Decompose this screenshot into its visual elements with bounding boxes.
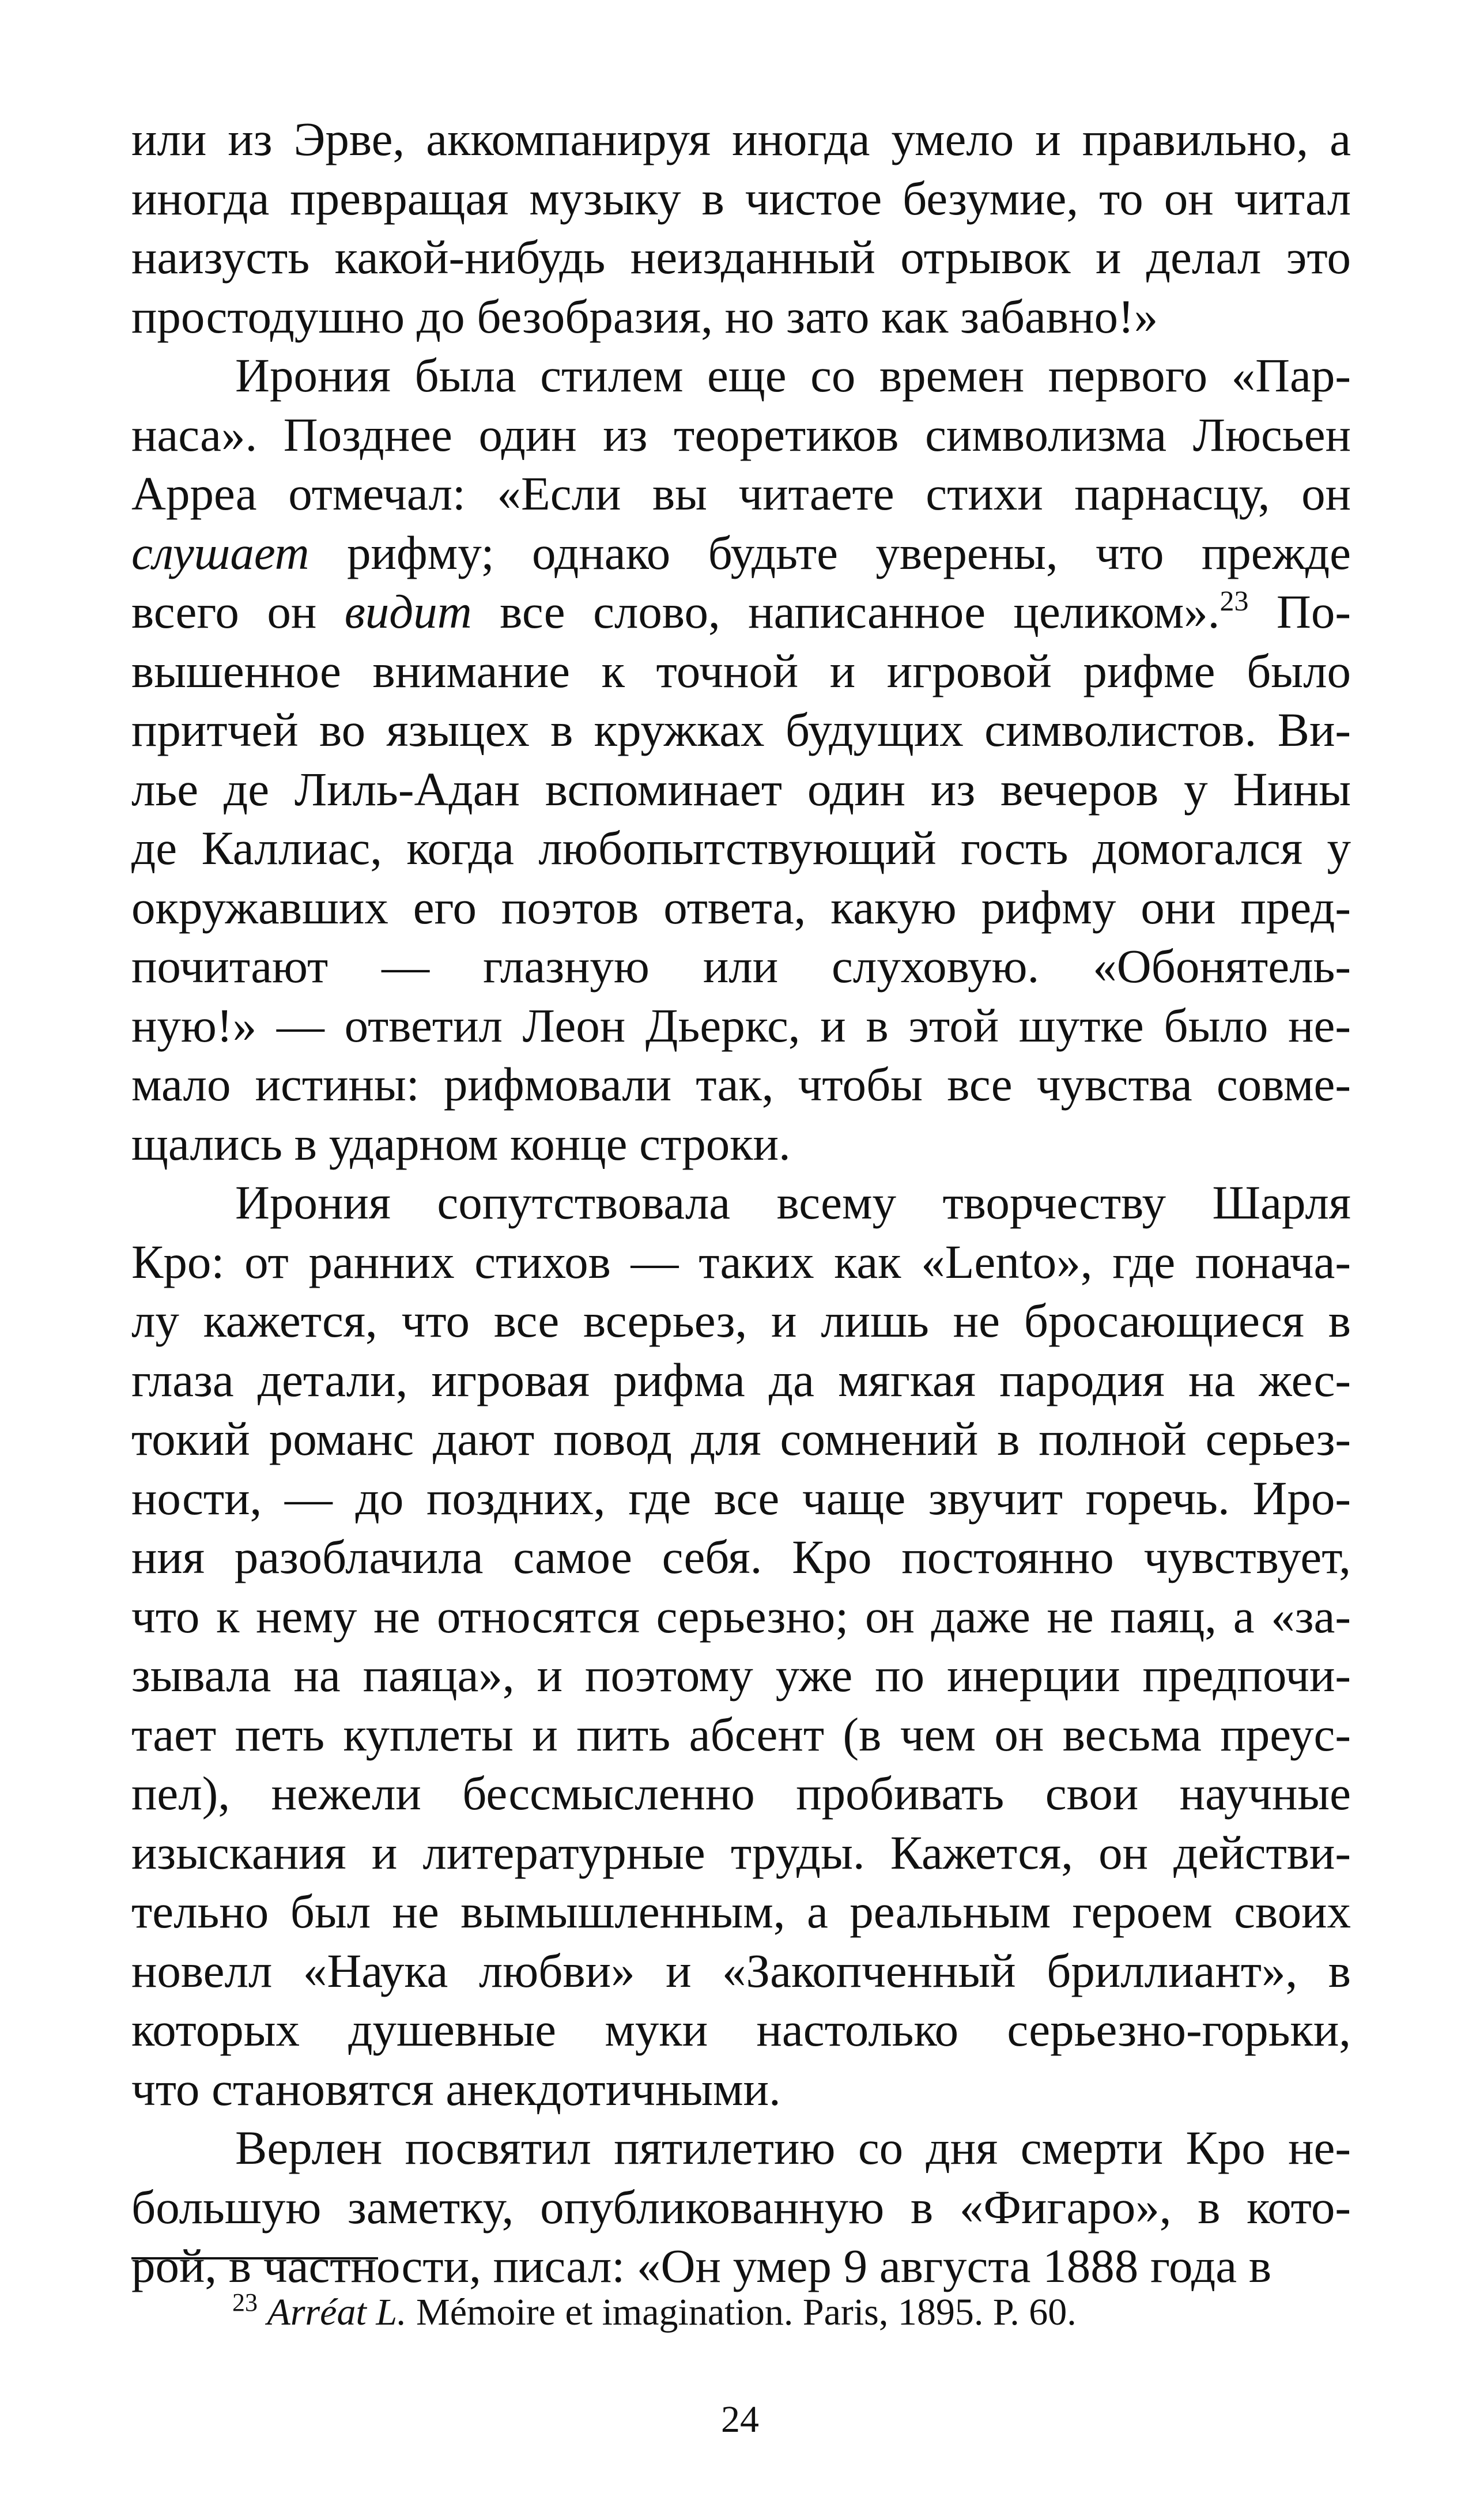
text-line <box>131 523 1351 583</box>
emphasis: слушает <box>131 526 309 579</box>
footnote-number: 23 <box>232 2288 258 2317</box>
text-line: Арреа отмечал: «Если вы читаете стихи парнасцу, он <box>131 467 1351 520</box>
text-line: притчей во языцех в кружках будущих символистов. Ви- <box>131 703 1351 756</box>
text-line: или из Эрве, аккомпанируя иногда умело и правильно, а <box>131 112 1351 165</box>
text-line: де Каллиас, когда любопытствующий гость домогался у <box>131 821 1351 874</box>
text-line: что к нему не относятся серьезно; он даже не паяц, а «за- <box>131 1589 1351 1643</box>
text-line: лье де Лиль-Адан вспоминает один из вечеров у Нины <box>131 762 1351 816</box>
text-line: окружавших его поэтов ответа, какую рифму они пред- <box>131 880 1351 934</box>
text-line: ния разоблачила самое себя. Кро постоянно чувствует, <box>131 1530 1351 1583</box>
text-line: рой, в частности, писал: «Он умер 9 августа 1888 года в <box>131 2239 1272 2292</box>
footnote-divider <box>131 2257 378 2259</box>
page-body <box>131 110 1351 2296</box>
text-line: Кро: от ранних стихов — таких как «Lento», где понача- <box>131 1235 1351 1288</box>
emphasis: видит <box>344 585 472 638</box>
text-segment: рифму; однако будьте уверены, что прежде <box>309 526 1351 579</box>
text-line: мало истины: рифмовали так, чтобы все чувства совме- <box>131 1058 1351 1111</box>
text-line: что становятся анекдотичными. <box>131 2062 781 2115</box>
text-line: изыскания и литературные труды. Кажется, он действи- <box>131 1825 1351 1879</box>
text-line: новелл «Наука любви» и «Закопченный бриллиант», в <box>131 1944 1351 1997</box>
text-line: почитают — глазную или слуховую. «Обонятель- <box>131 940 1351 993</box>
text-line: лу кажется, что все всерьез, и лишь не бросающиеся в <box>131 1294 1351 1347</box>
text-line: токий романс дают повод для сомнений в полной серьез- <box>131 1412 1351 1465</box>
body-text <box>131 110 1351 2296</box>
text-line: пел), нежели бессмысленно пробивать свои научные <box>131 1767 1351 1820</box>
text-line: которых душевные муки настолько серьезно-горьки, <box>131 2003 1351 2056</box>
text-line: Верлен посвятил пятилетию со дня смерти Кро не- <box>235 2121 1351 2174</box>
text-line <box>131 582 1351 642</box>
text-line: большую заметку, опубликованную в «Фигаро», в кото- <box>131 2180 1351 2234</box>
text-line: наса». Позднее один из теоретиков символизма Люсьен <box>131 408 1351 461</box>
paragraph <box>131 110 1351 346</box>
text-line: щались в ударном конце строки. <box>131 1116 791 1170</box>
footnote-text: Mémoire et imagination. Paris, 1895. P. 60. <box>406 2291 1077 2333</box>
paragraph <box>131 1173 1351 2118</box>
paragraph <box>131 346 1351 1173</box>
text-line: тельно был не вымышленным, а реальным героем своих <box>131 1885 1351 1938</box>
text-line: наизусть какой-нибудь неизданный отрывок и делал это <box>131 231 1351 284</box>
text-line: вышенное внимание к точной и игровой рифме было <box>131 644 1351 697</box>
text-segment: все слово, написанное целиком». <box>471 585 1220 638</box>
text-line: зывала на паяца», и поэтому уже по инерции предпочи- <box>131 1648 1351 1702</box>
text-line: ности, — до поздних, где все чаще звучит горечь. Иро- <box>131 1471 1351 1525</box>
text-line: тает петь куплеты и пить абсент (в чем он весьма преус- <box>131 1707 1351 1761</box>
text-segment: всего он <box>131 585 345 638</box>
footnote-reference: 23 <box>1220 584 1249 617</box>
text-line: простодушно до безобразия, но зато как забавно!» <box>131 289 1158 343</box>
text-segment: По- <box>1248 585 1351 638</box>
page-number: 24 <box>721 2398 759 2440</box>
text-line: иногда превращая музыку в чистое безумие, то он читал <box>131 171 1351 225</box>
text-line: ную!» — ответил Леон Дьеркс, и в этой шутке было не- <box>131 998 1351 1052</box>
paragraph <box>131 2118 1351 2296</box>
footnote <box>232 2289 1077 2336</box>
footnote-author: Arréat L. <box>267 2291 407 2333</box>
text-line: глаза детали, игровая рифма да мягкая пародия на жес- <box>131 1353 1351 1406</box>
text-line: Ирония была стилем еще со времен первого «Пар- <box>235 349 1351 402</box>
text-line: Ирония сопутствовала всему творчеству Шарля <box>235 1176 1351 1229</box>
